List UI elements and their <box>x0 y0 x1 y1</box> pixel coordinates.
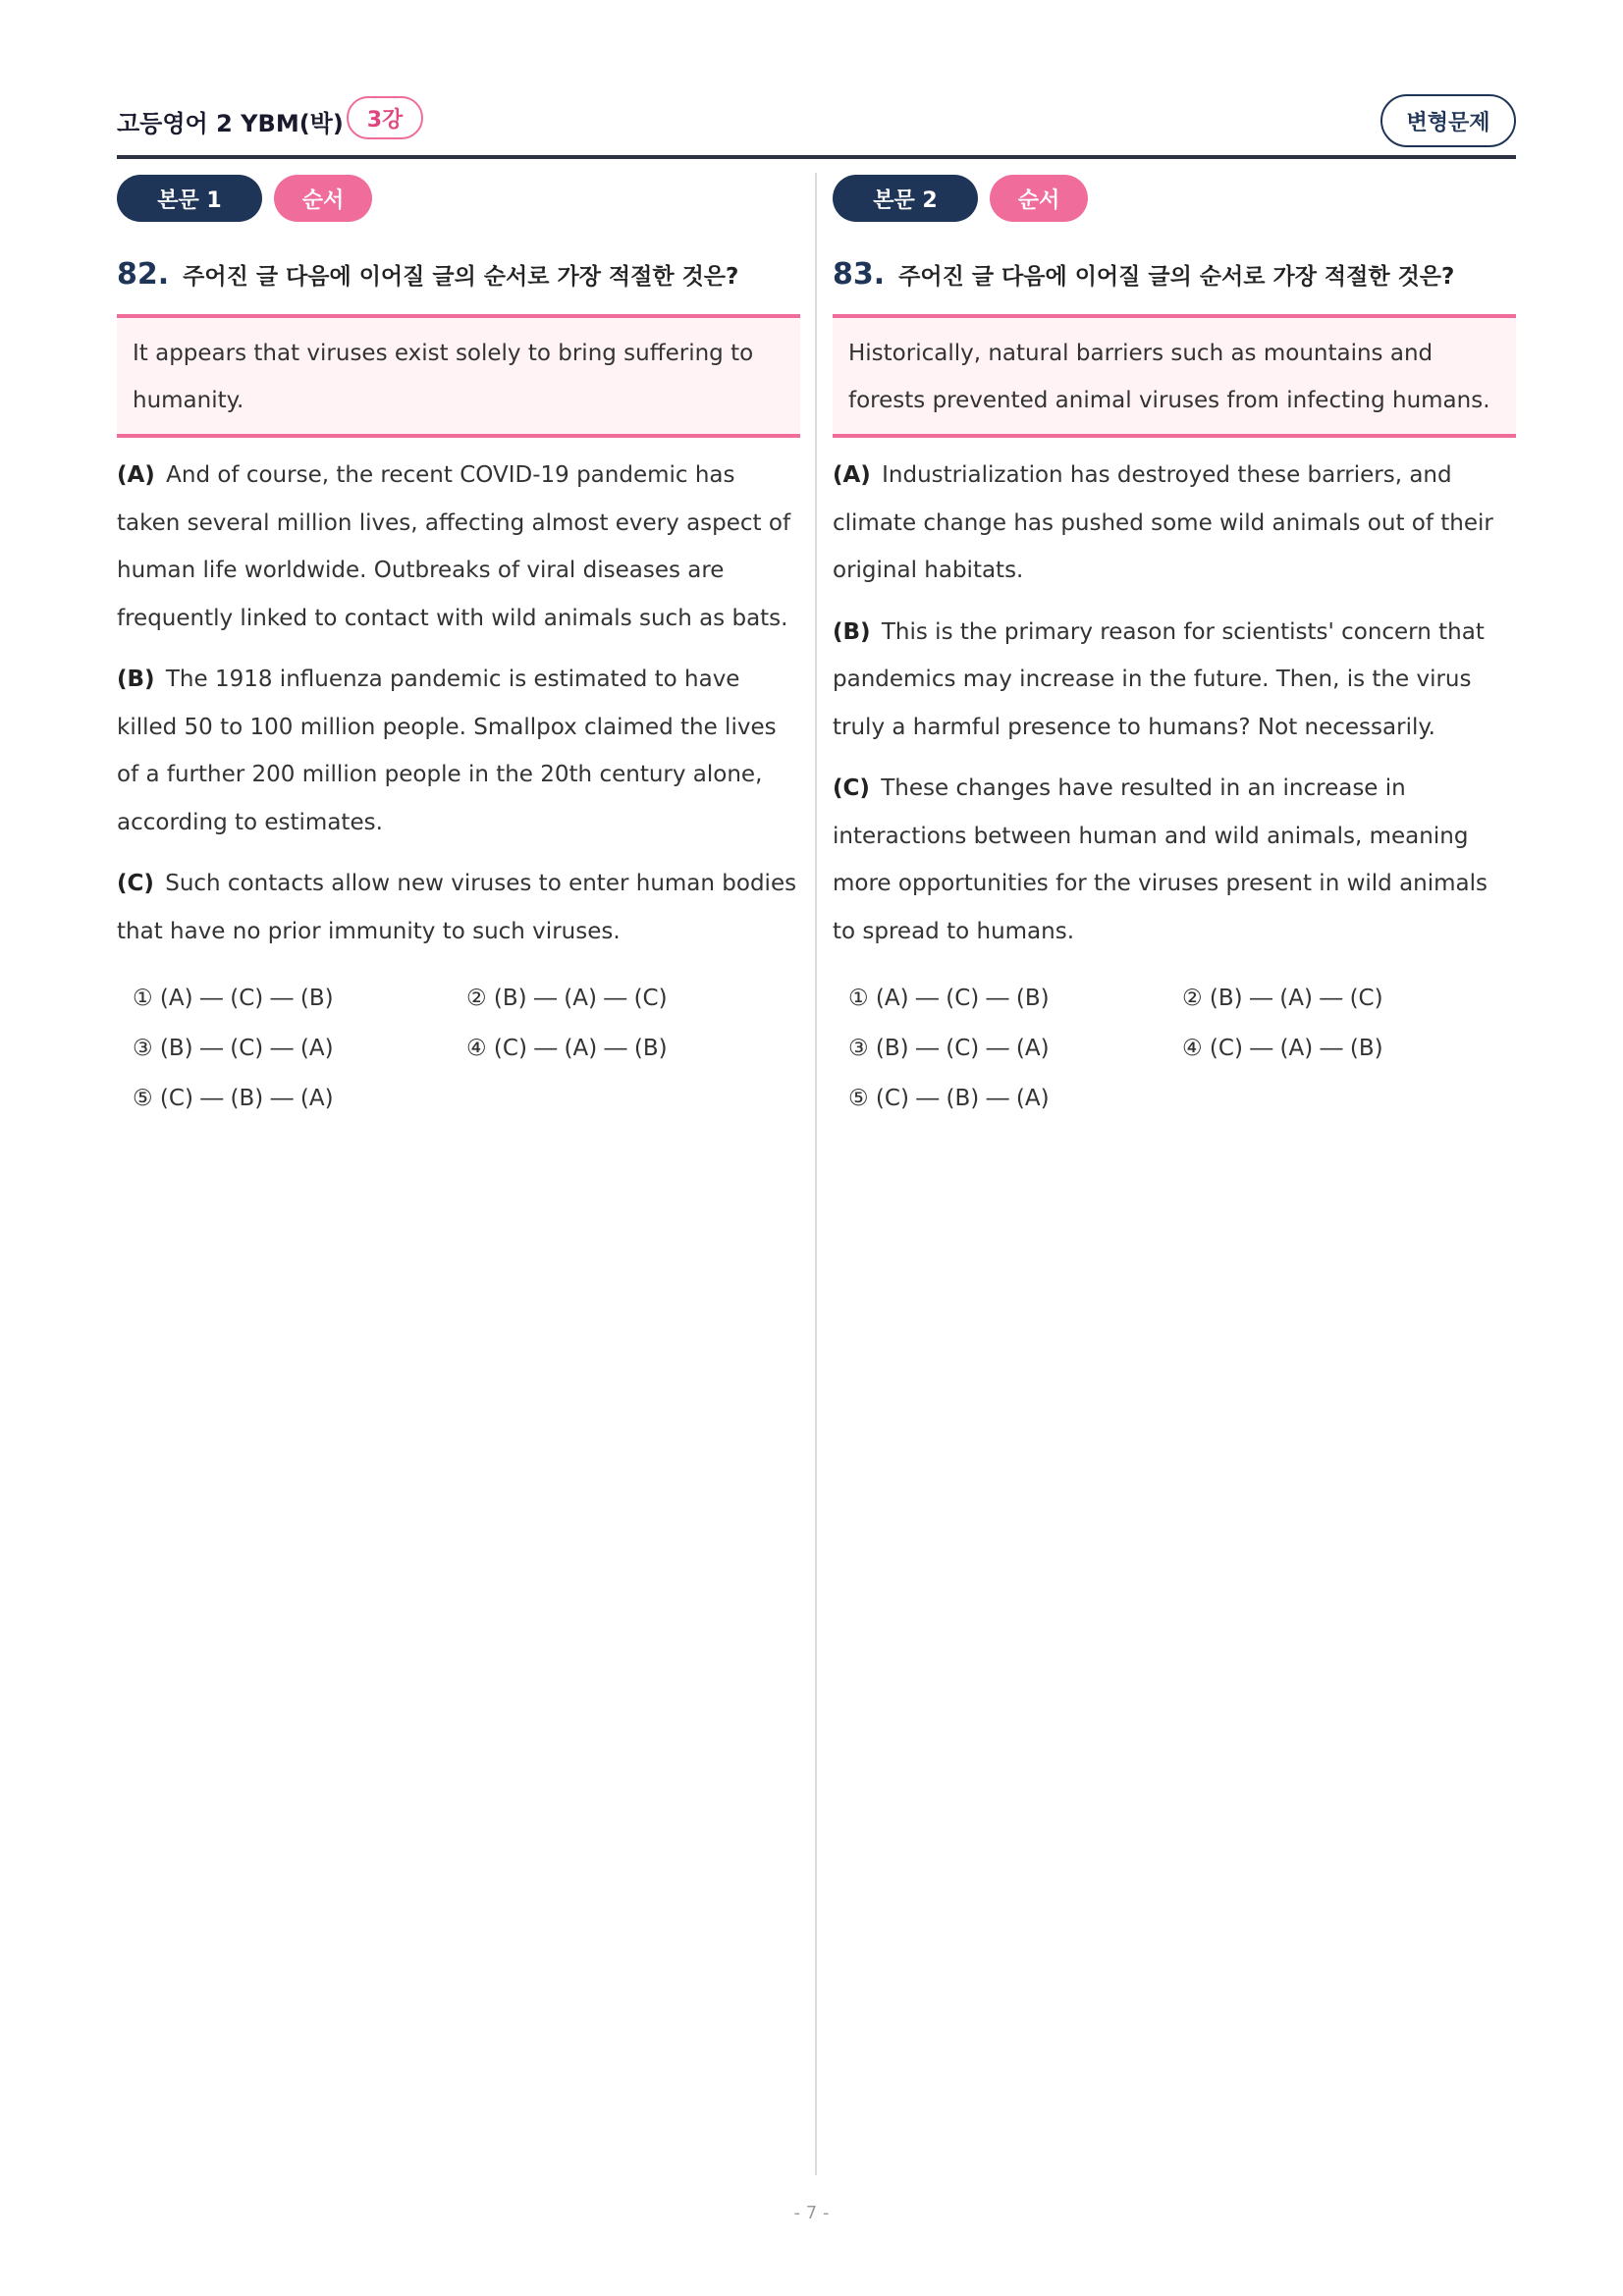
paragraph-text: The 1918 influenza pandemic is estimated to have killed 50 to 100 million people. Smallpox claimed the lives of a further 200 million people in the 20th century alone, according to estimates. <box>117 667 777 835</box>
given-text: Historically, natural barriers such as mountains and forests prevented animal viruses from infecting humans. <box>848 341 1490 413</box>
choice-5[interactable]: ⑤ (C) ― (B) ― (A) <box>848 1085 1050 1111</box>
choice-row <box>848 1073 1516 1123</box>
answer-choices <box>117 973 800 1123</box>
type-tag: 순서 <box>990 175 1088 222</box>
paragraph-text: Such contacts allow new viruses to enter human bodies that have no prior immunity to such viruses. <box>117 871 797 944</box>
choice-row <box>848 1023 1516 1073</box>
paragraph-b <box>117 656 800 846</box>
paragraph-label: (C) <box>833 775 870 801</box>
paragraph-text: This is the primary reason for scientists' concern that pandemics may increase in the future. Then, is the virus truly a harmful presence to humans? Not necessarily. <box>833 618 1485 740</box>
paragraph-a <box>833 452 1516 595</box>
paragraph-text: And of course, the recent COVID-19 pandemic has taken several million lives, affecting almost every aspect of human life worldwide. Outbreaks of viral diseases are frequently linked to contact with wild animals such as bats. <box>117 462 791 631</box>
choice-2[interactable]: ② (B) ― (A) ― (C) <box>466 985 668 1011</box>
choice-1[interactable]: ① (A) ― (C) ― (B) <box>848 985 1050 1011</box>
paragraph-label: (A) <box>833 462 871 488</box>
paragraph-label: (A) <box>117 462 155 488</box>
header-divider <box>117 155 1516 159</box>
given-passage-box <box>117 314 800 438</box>
question-prompt: 주어진 글 다음에 이어질 글의 순서로 가장 적절한 것은? <box>183 264 739 290</box>
paragraph-text: Industrialization has destroyed these barriers, and climate change has pushed some wild animals out of their original habitats. <box>833 462 1493 583</box>
paragraph-a <box>117 452 800 642</box>
lesson-badge: 3강 <box>347 96 423 139</box>
choice-4[interactable]: ④ (C) ― (A) ― (B) <box>466 1035 668 1061</box>
given-text: It appears that viruses exist solely to bring suffering to humanity. <box>133 341 754 413</box>
page-header <box>117 94 1516 153</box>
paragraph-label: (B) <box>833 618 871 645</box>
choice-2[interactable]: ② (B) ― (A) ― (C) <box>1182 985 1383 1011</box>
passage-tags <box>117 175 800 222</box>
page-number: - 7 - <box>793 2203 830 2223</box>
choice-4[interactable]: ④ (C) ― (A) ― (B) <box>1182 1035 1383 1061</box>
choice-1[interactable]: ① (A) ― (C) ― (B) <box>133 985 334 1011</box>
question-prompt: 주어진 글 다음에 이어질 글의 순서로 가장 적절한 것은? <box>898 264 1455 290</box>
choice-5[interactable]: ⑤ (C) ― (B) ― (A) <box>133 1085 334 1111</box>
paragraph-c <box>117 860 800 955</box>
choice-row <box>133 973 800 1023</box>
choice-row <box>848 973 1516 1023</box>
choice-3[interactable]: ③ (B) ― (C) ― (A) <box>848 1035 1050 1061</box>
question-number: 82. <box>117 257 170 292</box>
question-83-column <box>833 175 1516 1123</box>
question-type-badge: 변형문제 <box>1380 94 1516 147</box>
paragraph-c <box>833 765 1516 955</box>
choice-3[interactable]: ③ (B) ― (C) ― (A) <box>133 1035 334 1061</box>
question-heading <box>117 257 800 296</box>
column-divider <box>815 173 817 2175</box>
course-title: 고등영어 2 YBM(박) <box>117 110 344 137</box>
question-number: 83. <box>833 257 886 292</box>
paragraph-text: These changes have resulted in an increase in interactions between human and wild animals, meaning more opportunities for the viruses present in wild animals to spread to humans. <box>833 775 1488 944</box>
given-passage-box <box>833 314 1516 438</box>
choice-row <box>133 1023 800 1073</box>
passage-tags <box>833 175 1516 222</box>
question-heading <box>833 257 1516 296</box>
answer-choices <box>833 973 1516 1123</box>
passage-tag: 본문 1 <box>117 175 262 222</box>
type-tag: 순서 <box>274 175 372 222</box>
choice-row <box>133 1073 800 1123</box>
passage-tag: 본문 2 <box>833 175 978 222</box>
paragraph-b <box>833 609 1516 752</box>
question-82-column <box>117 175 800 1123</box>
paragraph-label: (C) <box>117 871 154 896</box>
paragraph-label: (B) <box>117 667 155 692</box>
